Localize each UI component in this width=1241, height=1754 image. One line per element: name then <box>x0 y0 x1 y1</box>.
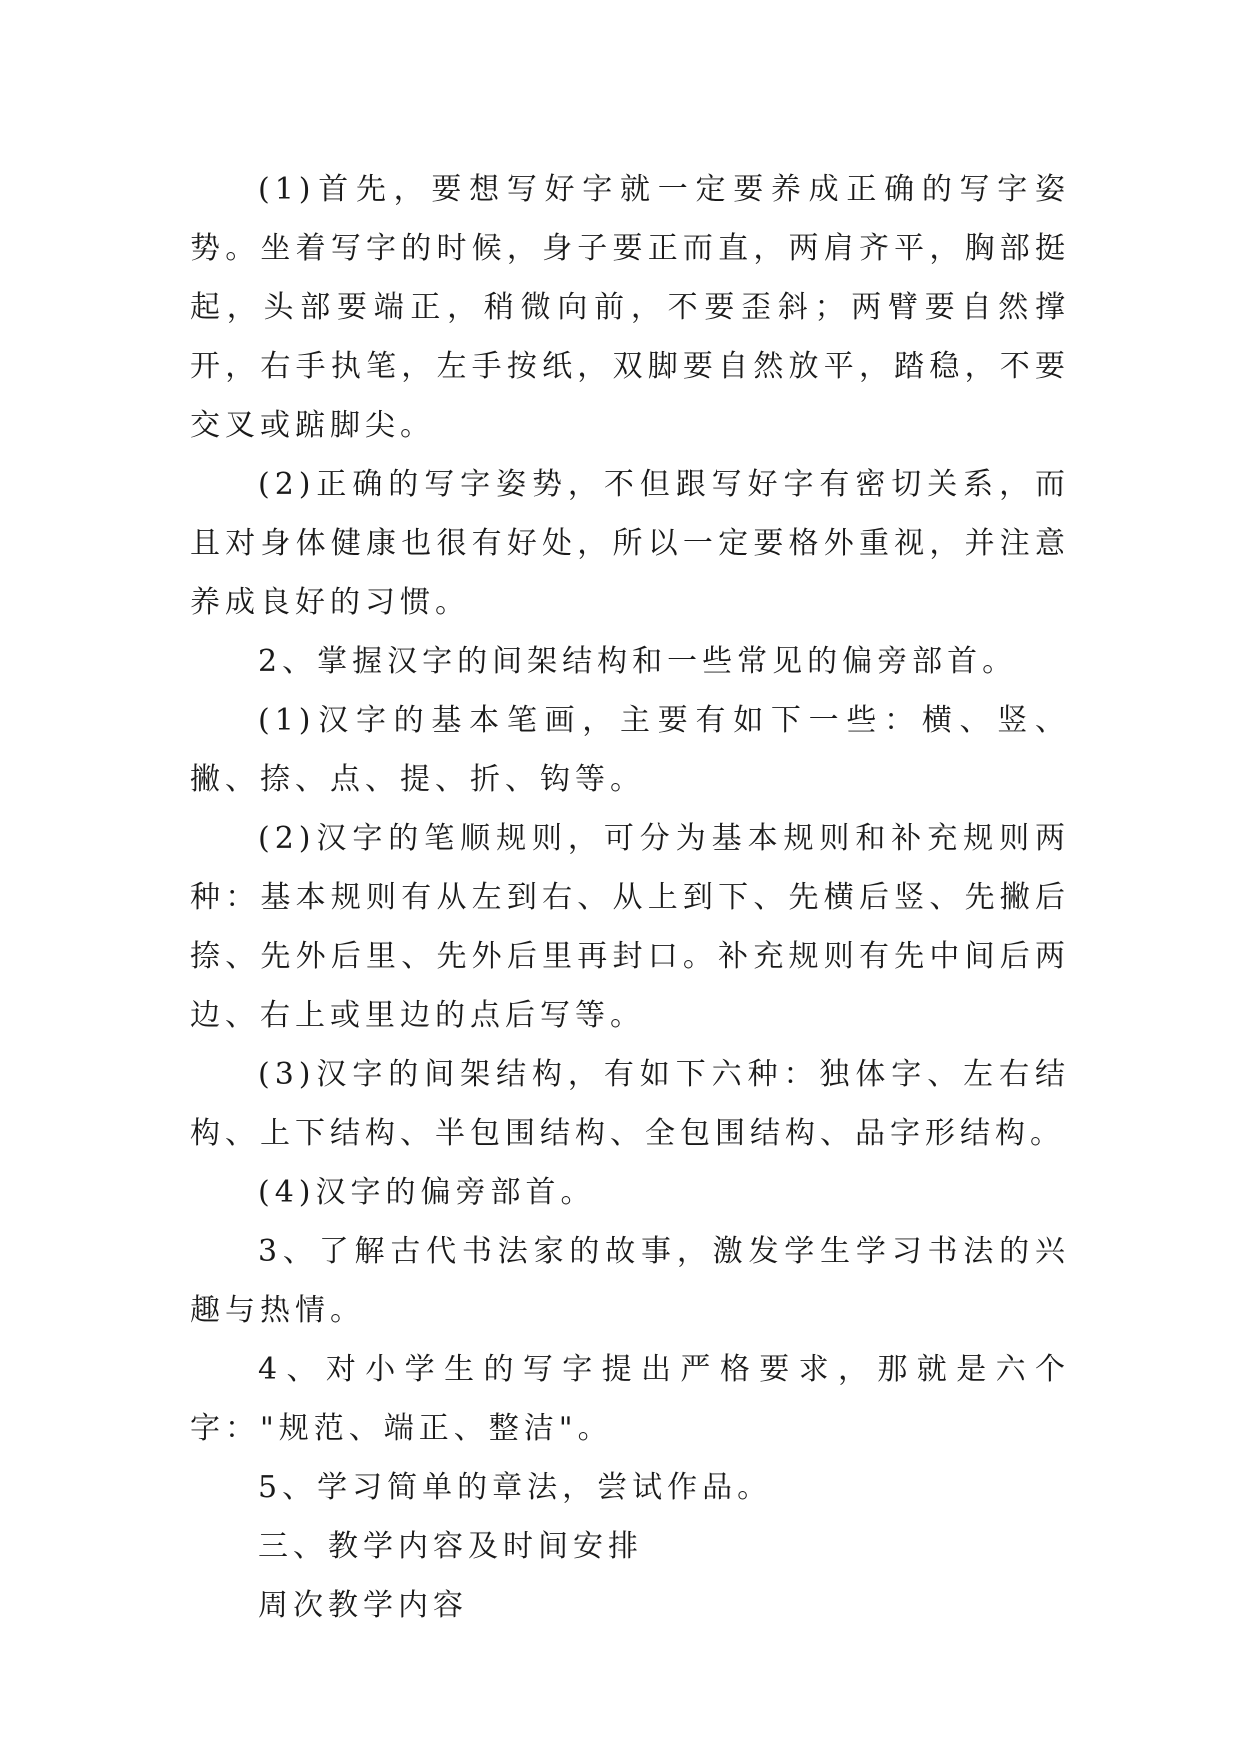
paragraph-posture-importance: (2)正确的写字姿势，不但跟写好字有密切关系，而且对身体健康也很有好处，所以一定要格外重视，并注意养成良好的习惯。 <box>190 467 1070 620</box>
document-body <box>190 160 1070 1635</box>
heading-teaching-schedule: 三、教学内容及时间安排 <box>258 1529 643 1564</box>
paragraph-character-structure: (3)汉字的间架结构，有如下六种：独体字、左右结构、上下结构、半包围结构、全包围结构、品字形结构。 <box>190 1057 1070 1151</box>
table-header-week-content: 周次教学内容 <box>258 1588 468 1623</box>
paragraph-stroke-order: (2)汉字的笔顺规则，可分为基本规则和补充规则两种：基本规则有从左到右、从上到下、先横后竖、先撇后捺、先外后里、先外后里再封口。补充规则有先中间后两边、右上或里边的点后写等。 <box>190 821 1070 1033</box>
paragraph-section-5-composition: 5、学习简单的章法，尝试作品。 <box>258 1470 773 1505</box>
paragraph-section-3-calligraphers: 3、了解古代书法家的故事，激发学生学习书法的兴趣与热情。 <box>190 1234 1070 1328</box>
paragraph-basic-strokes: (1)汉字的基本笔画，主要有如下一些：横、竖、撇、捺、点、提、折、钩等。 <box>190 703 1070 797</box>
paragraph-section-4-requirements: 4、对小学生的写字提出严格要求，那就是六个字："规范、端正、整洁"。 <box>190 1352 1070 1446</box>
paragraph-radicals: (4)汉字的偏旁部首。 <box>258 1175 596 1210</box>
paragraph-writing-posture: (1)首先，要想写好字就一定要养成正确的写字姿势。坐着写字的时候，身子要正而直，两肩齐平，胸部挺起，头部要端正，稍微向前，不要歪斜；两臂要自然撑开，右手执笔，左手按纸，双脚要自然放平，踏稳，不要交叉或踮脚尖。 <box>190 172 1070 443</box>
paragraph-section-2-structure: 2、掌握汉字的间架结构和一些常见的偏旁部首。 <box>258 644 1018 679</box>
